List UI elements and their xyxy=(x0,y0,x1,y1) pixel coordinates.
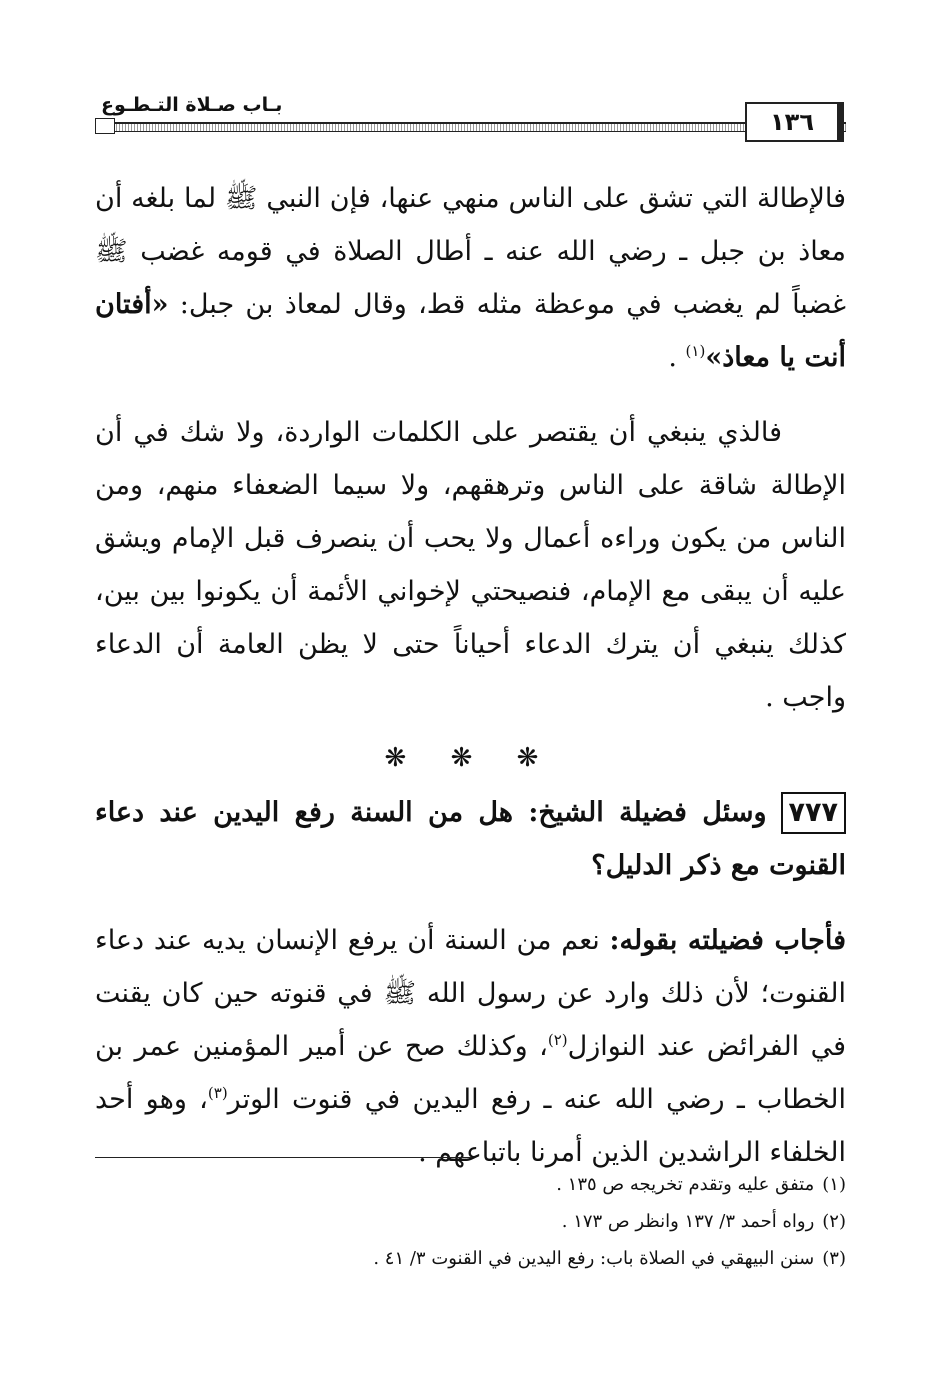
running-title: بـاب صـلاة التـطـوع xyxy=(95,92,282,118)
page-number: ١٣٦ xyxy=(745,102,844,142)
main-text xyxy=(95,172,846,1179)
footnote-ref-1[interactable]: (١) xyxy=(685,342,706,360)
footnote-ref-3[interactable]: (٣) xyxy=(207,1084,228,1102)
hadith-quote: «أفتان أنت يا معاذ» xyxy=(95,289,846,373)
book-page xyxy=(95,0,846,1376)
footnotes xyxy=(95,1166,846,1277)
header-rule-end-ornament xyxy=(95,118,115,134)
question-paragraph xyxy=(95,786,846,892)
answer-lead: فأجاب فضيلته بقوله: xyxy=(609,925,846,956)
paragraph-1-text: فالإطالة التي تشق على الناس منهي عنها، فإن النبي ﷺ لما بلغه أن معاذ بن جبل ـ رضي الله عنه ـ أطال الصلاة في قومه غضب ﷺ غضباً لم يغضب في موعظة مثله قط، وقال لمعاذ بن جبل: xyxy=(95,183,846,320)
paragraph-1-end: . xyxy=(668,342,686,373)
footnote-ref-2[interactable]: (٢) xyxy=(547,1031,568,1049)
answer-text-1: نعم من السنة أن يرفع الإنسان يديه عند دعاء القنوت؛ لأن ذلك وارد عن رسول الله ﷺ في قنوته حين كان يقنت في الفرائض عند النوازل xyxy=(95,925,846,1062)
section-separator: ❋ ❋ ❋ xyxy=(384,743,557,773)
page-header xyxy=(95,92,846,144)
paragraph-2: فالذي ينبغي أن يقتصر على الكلمات الواردة، ولا شك في أن الإطالة شاقة على الناس وترهقهم، ولا سيما الضعفاء منهم، ومن الناس من يكون وراءه أعمال ولا يحب أن ينصرف قبل الإمام ويشق عليه أن يبقى مع الإمام، فنصيحتي لإخواني الأئمة أن يكونوا بين بين، كذلك ينبغي أن يترك الدعاء أحياناً حتى لا يظن العامة أن الدعاء واجب . xyxy=(95,417,846,713)
footnote-number: (٣) xyxy=(822,1248,846,1269)
footnote-text: رواه أحمد ٣/ ١٣٧ وانظر ص ١٧٣ . xyxy=(561,1211,815,1232)
footnote-text: متفق عليه وتقدم تخريجه ص ١٣٥ . xyxy=(556,1174,815,1195)
footnote-2 xyxy=(95,1203,846,1240)
question-text: وسئل فضيلة الشيخ: هل من السنة رفع اليدين عند دعاء القنوت مع ذكر الدليل؟ xyxy=(95,797,846,881)
footnote-1 xyxy=(95,1166,846,1203)
footnote-divider xyxy=(95,1157,471,1158)
header-rule xyxy=(95,122,846,132)
paragraph-1 xyxy=(95,172,846,384)
footnote-number: (٢) xyxy=(822,1211,846,1232)
answer-text-3: ، وهو أحد الخلفاء الراشدين الذين أمرنا باتباعهم . xyxy=(95,1084,846,1168)
footnote-text: سنن البيهقي في الصلاة باب: رفع اليدين في القنوت ٣/ ٤١ . xyxy=(373,1248,815,1269)
answer-paragraph xyxy=(95,914,846,1179)
footnote-3 xyxy=(95,1240,846,1277)
footnote-number: (١) xyxy=(822,1174,846,1195)
question-number: ٧٧٧ xyxy=(781,792,846,834)
answer-text-2: ، وكذلك صح عن أمير المؤمنين عمر بن الخطاب ـ رضي الله عنه ـ رفع اليدين في قنوت الوتر xyxy=(95,1031,847,1115)
